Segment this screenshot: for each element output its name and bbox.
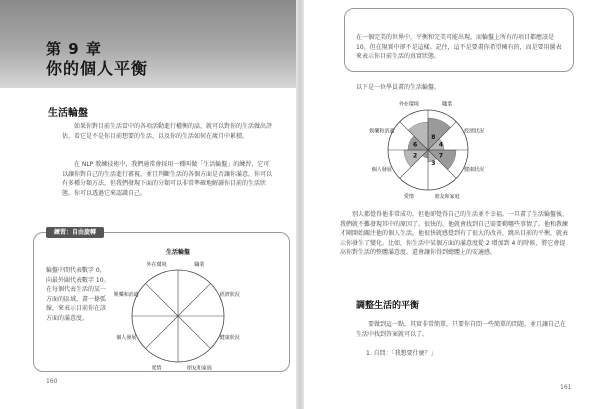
paragraph-4-text: 要做到這一點，其實非常簡單，只要你自問一些簡單的問題，並且讓自己在生活中找到答案就可以了。 bbox=[356, 321, 567, 338]
paragraph-2 bbox=[62, 160, 274, 198]
sample-wheel-number: 2 bbox=[412, 152, 418, 160]
paragraph-3-text: 別人都覺得他非常成功，但他卻覺得自己的生活並不幸福。一旦畫了生活輪盤後，我們就不難發現其中的原因了。很快的，他就會找到自己需要勤哪些事情了。他和教練才剛開始關注他的個人生活，他很快就感覺到有了很大的改善，跳出目前的平衡，就表示你發生了變化。比如，你生活中某個方面的滿意度從 2 增加到 4 的時候，將它會提高你對生活的整體滿意度，還會讓你得到總體上的安適感。 bbox=[340, 211, 569, 257]
sample-wheel-number: 3 bbox=[431, 159, 436, 167]
sample-wheel-label: 經濟狀況 bbox=[464, 128, 485, 135]
chapter-banner bbox=[0, 0, 298, 88]
wheel-label: 個人發展 bbox=[116, 335, 137, 342]
sample-wheel-label: 職業 bbox=[442, 101, 453, 108]
sample-wheel-label: 朋友和家庭 bbox=[434, 193, 460, 200]
paragraph-4 bbox=[356, 320, 566, 339]
paragraph-1-text: 如果你對目前生活當中的各項活動進行權衡的話，就可以對你的生活做出評估，看它是不是你目前想要的生活，以及你的生活如何在歲月中累積。 bbox=[62, 123, 273, 140]
exercise-text: 輪盤中間代表數字 0，向最外圍代表數字 10。在每個代表生活的某一方面的區域，畫一條弧線，來表示目前你在該方面的滿意度。 bbox=[46, 267, 110, 322]
paragraph-1 bbox=[62, 122, 274, 141]
paragraph-3 bbox=[340, 210, 570, 258]
chapter-number: 第 9 章 bbox=[46, 40, 102, 58]
section-heading-life-wheel: 生活輪盤 bbox=[48, 108, 88, 119]
book-gutter bbox=[296, 0, 304, 409]
page-number-right: 161 bbox=[560, 384, 572, 391]
sample-wheel-number: 8 bbox=[431, 134, 436, 142]
life-wheel-diagram bbox=[108, 244, 258, 372]
sample-life-wheel-diagram bbox=[356, 92, 506, 210]
sample-wheel-shading bbox=[404, 118, 456, 170]
sample-wheel-number: 7 bbox=[438, 152, 444, 160]
exercise-label: 練習：自由旋轉 bbox=[46, 227, 104, 238]
wheel-spokes bbox=[132, 270, 224, 362]
sample-wheel-label: 娛樂和消遣 bbox=[369, 128, 395, 135]
wheel-label: 職業 bbox=[194, 261, 205, 268]
sample-wheel-intro: 以下是一位學員畫的生活輪盤。 bbox=[356, 84, 441, 91]
section-heading-adjust-balance: 調整生活的平衡 bbox=[356, 301, 420, 311]
wheel-spoke bbox=[145, 316, 178, 349]
sample-wheel-label: 愛情 bbox=[403, 193, 414, 200]
question-1: 1. 自問：「我想要什麼？」 bbox=[366, 350, 437, 357]
wheel-title: 生活輪盤 bbox=[165, 249, 191, 256]
wheel-spoke bbox=[145, 283, 178, 316]
wheel-label: 娛樂和消遣 bbox=[113, 292, 139, 299]
note-text: 在一個完美的世界中，平衡和完美可能出現，而輪盤上所有的項目都應該是 10。但在現實中卻不是這樣。記住，這不是要畫你希望擁有的，而是要用圖表來表示你目前生活的真實狀態。 bbox=[356, 34, 562, 61]
paragraph-2-text: 在 NLP 教練技術中，我們通常會採用一種叫做「生活輪盤」的練習，它可以讓你對自己的生活進行審視，並且判斷生活的各個方面是否讓你滿意，你可以有多種分類方法，但我們發現下面的分類可以非常準確地解讀你目前的生活狀態。你可以透過它來認識自己。 bbox=[62, 161, 273, 197]
wheel-label: 健康狀況 bbox=[219, 335, 240, 342]
wheel-label: 外在環境 bbox=[146, 261, 167, 268]
sample-wheel-number: 6 bbox=[412, 141, 418, 149]
wheel-label: 經濟狀況 bbox=[219, 292, 240, 299]
sample-wheel-label: 外在環境 bbox=[398, 101, 419, 108]
wheel-spoke bbox=[178, 316, 211, 349]
wheel-spoke bbox=[178, 283, 211, 316]
wheel-label: 朋友和家庭 bbox=[186, 365, 212, 372]
wheel-label: 愛情 bbox=[151, 365, 162, 372]
sample-wheel-number: 4 bbox=[438, 141, 444, 149]
sample-wheel-label: 個人發展 bbox=[371, 166, 392, 173]
sample-wheel-label: 健康狀況 bbox=[464, 166, 485, 173]
chapter-title: 你的個人平衡 bbox=[46, 59, 149, 78]
sample-wheel-spokes bbox=[388, 110, 468, 190]
page-number-left: 160 bbox=[46, 378, 58, 385]
